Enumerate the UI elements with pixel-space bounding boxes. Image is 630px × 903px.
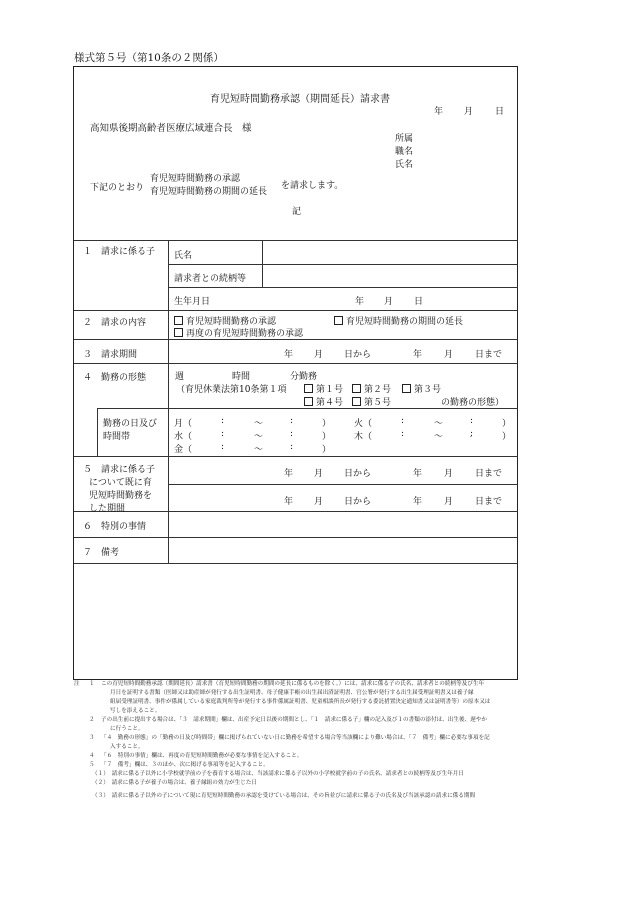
date-day: 日 [495, 107, 505, 117]
s4-tue-close: ） [502, 419, 512, 429]
s3-to-month: 月 [444, 350, 454, 360]
s5-r1-to-month: 月 [444, 469, 454, 479]
s4-law: （育児休業法第10条第１項 [176, 385, 287, 395]
s1-child-name-label: 氏名 [174, 251, 193, 261]
request-prefix: 下記のとおり [90, 183, 145, 193]
s4-item5-label: 第５号 [364, 398, 392, 408]
s4-days-label-1: 勤務の日及び [103, 419, 158, 429]
s4-wed: 水（ [174, 432, 193, 442]
s4-mon-colon1: : [221, 416, 225, 426]
s5-label-line3: 児短時間勤務を [89, 491, 153, 501]
s4-fri-colon1: : [221, 442, 225, 452]
note-4-line1: 「６ 特別の事情」欄は、再度の育児短時間勤務が必要な事情を記入すること。 [101, 753, 303, 759]
s4-days-left [97, 408, 98, 456]
s4-wed-colon1: : [221, 429, 225, 439]
s3-label: 請求期間 [101, 350, 138, 360]
s4-thu-semicolon: ; [470, 429, 474, 439]
s4-item3[interactable] [402, 382, 441, 395]
request-option-extension: 育児短時間勤務の期間の延長 [150, 187, 268, 197]
s3-top-line [74, 339, 518, 340]
table-top-line [74, 240, 518, 241]
note-3-line2: 入すること。 [110, 744, 144, 750]
s4-thu: 木（ [354, 432, 373, 442]
s4-mon-close: ） [322, 419, 332, 429]
s4-wed-wave: 〜 [254, 432, 264, 442]
checkbox[interactable] [304, 384, 313, 393]
s2-option-approval-label: 育児短時間勤務の承認 [186, 317, 277, 327]
note-1-line1: この育児短時間勤務承認（期間延長）請求書（育児短時間勤務の期間の延長に係るものを除く。）には、請求に係る子の氏名、請求者との続柄等及び生年 [101, 681, 485, 687]
s1-birth-month: 月 [384, 297, 394, 307]
checkbox[interactable] [334, 316, 343, 325]
s4-fri-close: ） [322, 445, 332, 455]
s1-divider-3 [168, 287, 169, 310]
note-5-item2: （２） 請求に係る子が養子の場合は、養子縁組の効力が生じた日 [92, 780, 258, 786]
s7-divider [168, 537, 169, 563]
s5-r2-from-month: 月 [314, 497, 324, 507]
addressee: 高知県後期高齢者医療広域連合長 様 [90, 123, 252, 134]
s4-thu-wave: 〜 [434, 432, 444, 442]
s5-number: ５ [83, 465, 93, 475]
s4-label: 勤務の形態 [101, 373, 147, 383]
applicant-name-label: 氏名 [395, 160, 414, 170]
s2-option-extension-label: 育児短時間勤務の期間の延長 [346, 317, 464, 327]
s4-hours: 時間 [232, 372, 251, 382]
date-month: 月 [464, 107, 474, 117]
note-5-item3: （３） 請求に係る子以外の子について現に育児短時間勤務の承認を受けている場合は、その旨並びに請求に係る子の氏名及び当該承認の請求に係る期間 [92, 793, 476, 799]
applicant-position-label: 職名 [395, 147, 414, 157]
s2-number: ２ [83, 318, 93, 328]
s5-r1-to: 日まで [475, 469, 503, 479]
s5-row-line [168, 484, 518, 485]
s5-r2-from: 日から [344, 497, 372, 507]
s4-top-line [74, 363, 518, 364]
s3-from-month: 月 [314, 350, 324, 360]
s4-thu-colon1: : [401, 429, 405, 439]
s4-mon-wave: 〜 [254, 419, 264, 429]
note-3-number: ３ [89, 735, 95, 741]
s4-mon: 月（ [174, 419, 193, 429]
s7-bottom-line [74, 563, 518, 564]
s4-fri-colon2: : [290, 442, 294, 452]
s5-r1-from-year: 年 [284, 469, 294, 479]
request-option-approval: 育児短時間勤務の承認 [150, 174, 241, 184]
s3-from-year: 年 [284, 350, 294, 360]
s1-birth-year: 年 [355, 297, 365, 307]
checkbox[interactable] [304, 397, 313, 406]
s1-divider-1 [168, 240, 169, 264]
s5-label-line1: 請求に係る子 [101, 465, 156, 475]
s6-top-line [74, 511, 518, 512]
s4-item2-label: 第２号 [364, 385, 392, 395]
note-2-number: ２ [89, 717, 95, 723]
note-1-number: １ [89, 681, 95, 687]
s7-label: 備考 [101, 548, 120, 558]
note-1-line3: 組届受理証明書、事件が係属している家庭裁判所等が発行する事件係属証明書、児童相談所長が発行する委託措置決定通知書又は証明書等）の原本又は [110, 699, 491, 705]
note-4-number: ４ [89, 753, 95, 759]
s1-row-line-1 [168, 264, 518, 265]
s3-divider [168, 339, 169, 363]
s4-thu-close: ） [502, 432, 512, 442]
s4-tue-colon1: : [401, 416, 405, 426]
s4-item1[interactable] [304, 382, 343, 395]
s5-r2-from-year: 年 [284, 497, 294, 507]
s7-number: ７ [83, 548, 93, 558]
s1-row-line-2 [168, 287, 518, 288]
date-year: 年 [434, 107, 444, 117]
ki-heading: 記 [292, 207, 302, 217]
note-2-line2: に行うこと。 [110, 726, 144, 732]
s4-tue: 火（ [354, 419, 373, 429]
form-title: 育児短時間勤務承認（期間延長）請求書 [210, 94, 390, 105]
s1-birth-label: 生年月日 [174, 297, 211, 307]
s4-minutes: 分勤務 [290, 372, 318, 382]
s5-r2-to-month: 月 [444, 497, 454, 507]
s1-label: 請求に係る子 [101, 247, 156, 257]
request-suffix: を請求します。 [281, 181, 344, 191]
s4-week: 週 [175, 372, 185, 382]
s4-item2[interactable] [352, 382, 391, 395]
checkbox[interactable] [352, 384, 361, 393]
s4-wed-close: ） [322, 432, 332, 442]
form-number: 様式第５号（第10条の２関係） [74, 52, 224, 64]
s3-number: ３ [83, 350, 93, 360]
s4-tue-wave: 〜 [434, 419, 444, 429]
s5-r1-to-year: 年 [413, 469, 423, 479]
s6-divider [168, 511, 169, 537]
s5-r2-to: 日まで [475, 497, 503, 507]
s2-divider [168, 310, 169, 339]
s1-relation-label: 請求者との続柄等 [174, 274, 247, 284]
s4-days-divider [168, 408, 169, 456]
s3-to: 日まで [475, 350, 503, 360]
note-3-line1: 「４ 勤務の形態」の「勤務の日及び時間帯」欄に掲げられていない日に勤務を希望する場合等当該欄により難い場合は、「７ 備考」欄に必要な事項を記 [101, 735, 490, 741]
s4-fri: 金（ [174, 445, 193, 455]
s2-option-extension[interactable] [334, 314, 463, 327]
s5-r2-to-year: 年 [413, 497, 423, 507]
s4-wed-colon2: : [290, 429, 294, 439]
s7-top-line [74, 537, 518, 538]
s6-label: 特別の事情 [101, 522, 147, 532]
s4-days-label-2: 時間帯 [103, 432, 131, 442]
s1-number: １ [83, 247, 93, 257]
s4-number: ４ [83, 373, 93, 383]
s6-number: ６ [83, 522, 93, 532]
note-5-item1: （１） 請求に係る子以外に小学校就学前の子を養育する場合は、当該請求に係る子以外の小学校就学前の子の氏名、請求者との続柄等及び生年月日 [92, 771, 464, 777]
s5-top-line [74, 456, 518, 457]
s4-days-line [97, 408, 518, 409]
s4-item4-label: 第４号 [316, 398, 344, 408]
s4-item4[interactable] [304, 395, 343, 408]
note-1-line2: 月日を証明する書類（医師又は助産師が発行する出生証明書、母子健康手帳の出生届出済証明書、官公署が発行する出生届受理証明書又は養子縁 [110, 690, 474, 696]
s4-law-suffix: の勤務の形態） [441, 398, 505, 408]
s3-from: 日から [344, 350, 372, 360]
notes-head: 注 [74, 681, 80, 687]
checkbox[interactable] [352, 397, 361, 406]
checkbox[interactable] [402, 384, 411, 393]
s5-label-line4: した期間 [89, 504, 126, 514]
s1-birth-day: 日 [414, 297, 424, 307]
s3-to-year: 年 [413, 350, 423, 360]
applicant-affiliation-label: 所属 [395, 134, 414, 144]
s5-label-line2: について既に育 [89, 478, 152, 488]
s2-option-reapproval-label: 再度の育児短時間勤務の承認 [186, 329, 304, 339]
s2-label: 請求の内容 [101, 318, 147, 328]
note-5-number: ５ [89, 762, 95, 768]
checkbox[interactable] [174, 316, 183, 325]
s2-option-reapproval[interactable] [174, 326, 303, 339]
s4-item3-label: 第３号 [414, 385, 442, 395]
s4-tue-colon2: : [470, 416, 474, 426]
s4-item1-label: 第１号 [316, 385, 344, 395]
s4-mon-colon2: : [290, 416, 294, 426]
s1-divider-2 [168, 264, 169, 287]
s4-divider [168, 363, 169, 408]
note-2-line1: 子の出生前に提出する場合は、「３ 請求期間」欄は、出産予定日以後の期間とし、「１ 請求に係る子」欄の記入及び１の書類の添付は、出生後、遅やか [101, 717, 487, 723]
note-5-line1: 「７ 備考」欄は、３のほか、次に掲げる事項等を記入すること。 [101, 762, 269, 768]
s5-r1-from: 日から [344, 469, 372, 479]
s4-item5[interactable] [352, 395, 391, 408]
s2-top-line [74, 310, 518, 311]
note-1-line4: 写しを添えること。 [110, 708, 161, 714]
s5-r1-from-month: 月 [314, 469, 324, 479]
checkbox[interactable] [174, 328, 183, 337]
s4-fri-wave: 〜 [254, 445, 264, 455]
